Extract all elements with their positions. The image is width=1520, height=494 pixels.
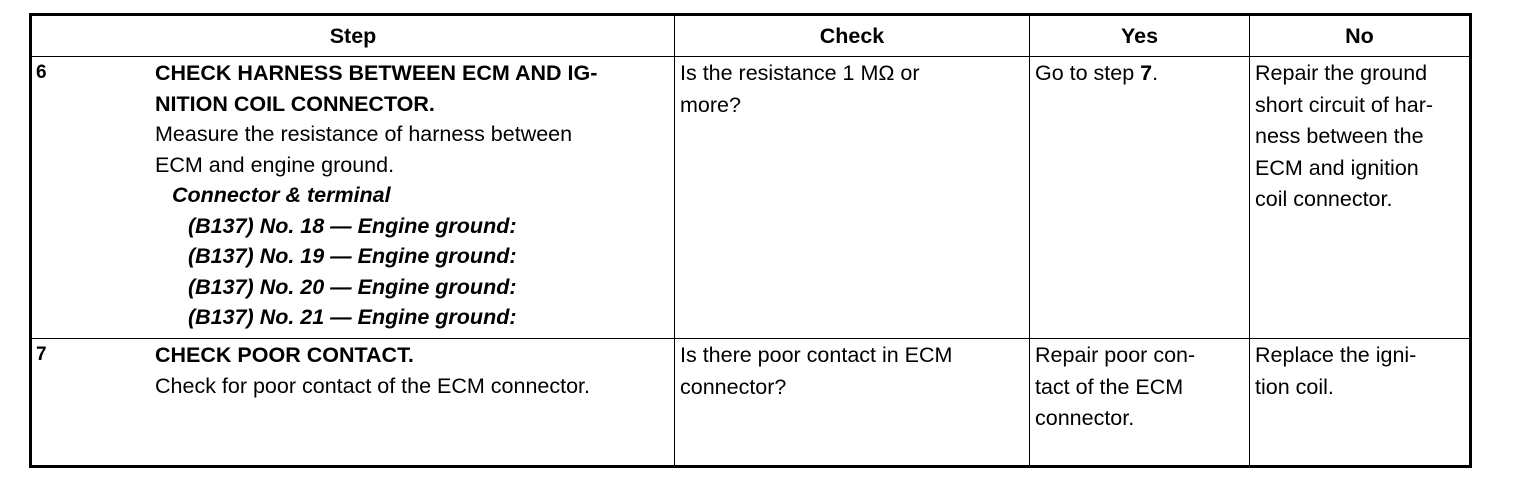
step-description-line: Check for poor contact of the ECM connector. [155,373,590,398]
step-title-line: NITION COIL CONNECTOR. [155,91,435,116]
no-text-line: tion coil. [1255,374,1334,399]
connector-heading: Connector & terminal [172,183,391,207]
yes-cell [1030,339,1250,467]
yes-cell [1030,57,1250,339]
header-yes: Yes [1030,15,1250,57]
check-text-line: Is there poor contact in ECM [680,343,953,367]
step-cell [31,339,675,467]
yes-text-line: connector. [1035,406,1135,430]
step-title-line: CHECK HARNESS BETWEEN ECM AND IG- [155,61,598,85]
step-number: 6 [36,62,47,83]
no-cell [1250,339,1471,467]
step-body [155,57,674,333]
step-description-line: Measure the resistance of harness between [155,122,573,146]
no-text-line: ness between the [1255,124,1424,148]
header-no: No [1250,15,1471,57]
check-cell [675,57,1030,339]
connector-terminal: (B137) No. 18 — Engine ground: [188,213,517,238]
step-description-line: ECM and engine ground. [155,152,395,177]
diagnostic-table [29,13,1472,468]
header-check: Check [675,15,1030,57]
yes-text-line: Repair poor con- [1035,343,1196,367]
no-text-line: Replace the igni- [1255,343,1417,367]
no-text-line: short circuit of har- [1255,92,1434,117]
table-row [31,339,1471,467]
no-text-line: ECM and ignition [1255,155,1419,180]
check-text-line: connector? [680,374,787,399]
yes-text-line [1030,57,1249,89]
step-title-line: CHECK POOR CONTACT. [155,343,414,367]
table-row [31,57,1471,339]
yes-text-line: tact of the ECM [1035,374,1184,399]
step-cell [31,57,675,339]
check-cell [675,339,1030,467]
header-step: Step [31,15,675,57]
yes-prefix: Go to step [1035,61,1141,85]
step-number: 7 [36,344,47,365]
check-text-line: Is the resistance 1 MΩ or [680,61,920,85]
no-text-line: coil connector. [1255,187,1393,211]
step-body [155,339,674,401]
check-text-line: more? [680,92,741,117]
yes-step-link: 7 [1140,61,1153,85]
no-text-line: Repair the ground [1255,61,1428,85]
connector-terminal: (B137) No. 19 — Engine ground: [188,244,517,268]
connector-terminal: (B137) No. 21 — Engine ground: [188,305,517,329]
yes-suffix: . [1152,61,1159,85]
table-header-row [31,15,1471,57]
connector-terminal: (B137) No. 20 — Engine ground: [188,274,517,299]
no-cell [1250,57,1471,339]
